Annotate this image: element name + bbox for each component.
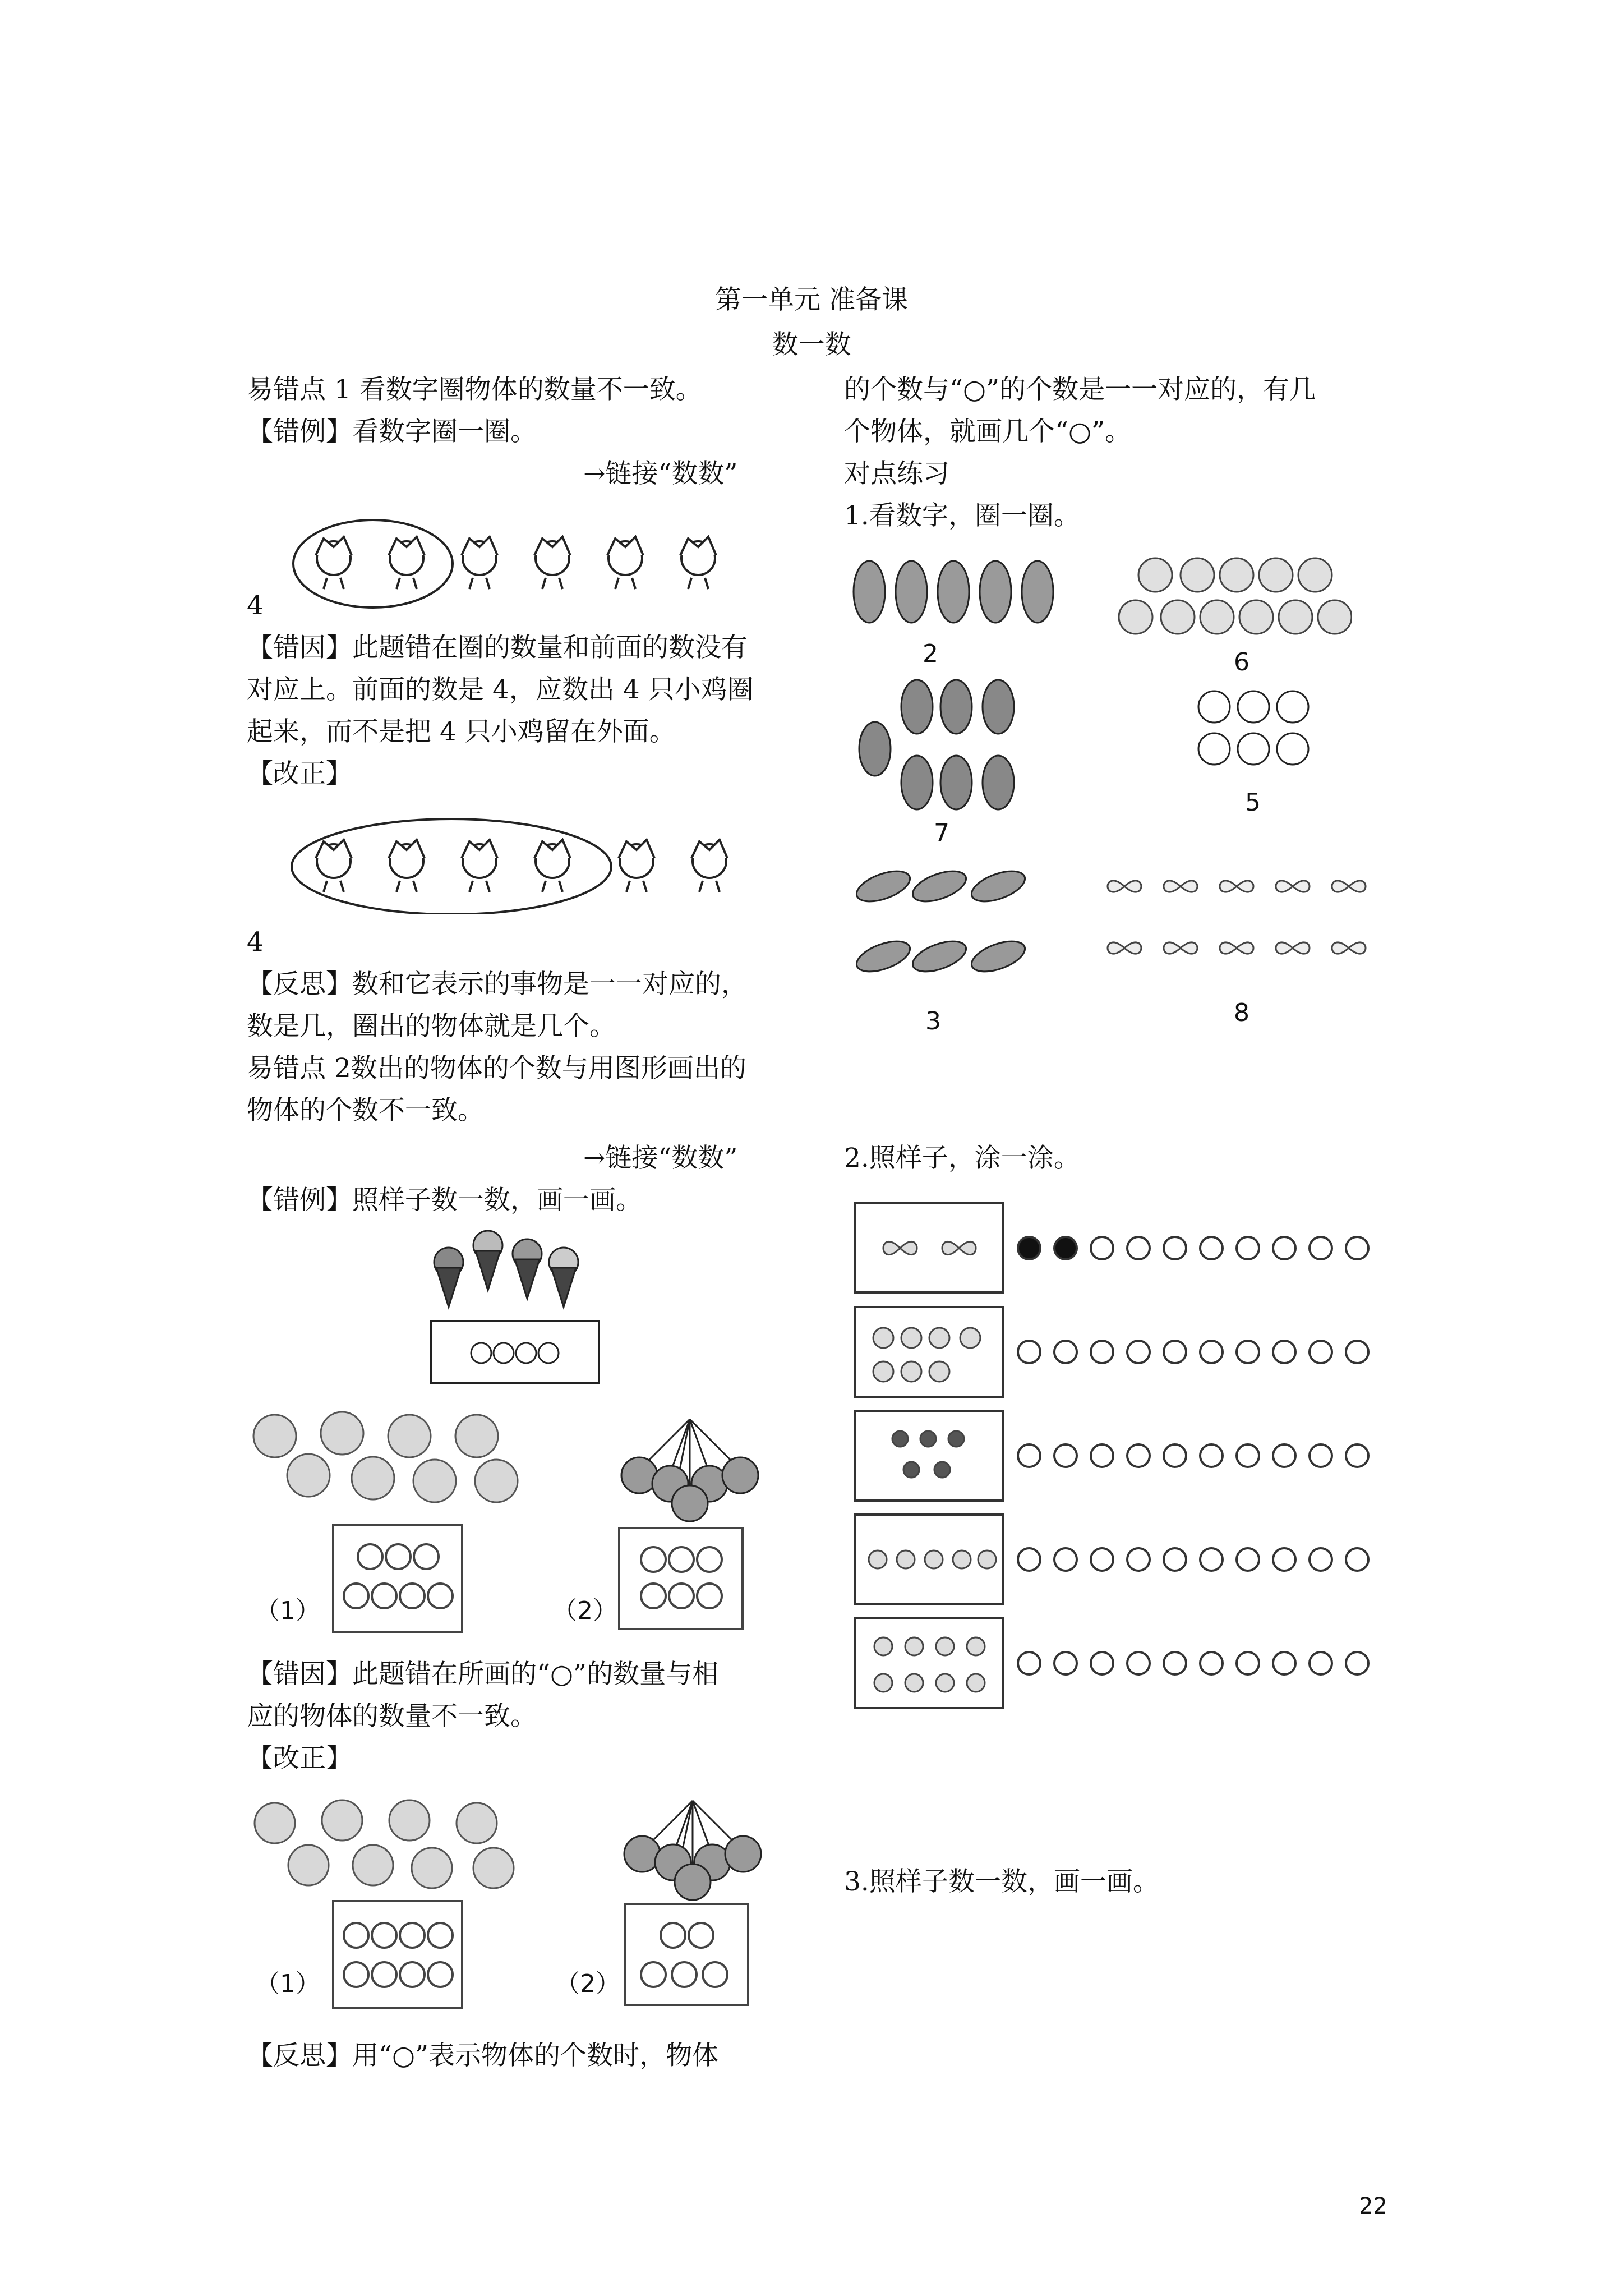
fix1-label: 【改正】 — [247, 758, 352, 789]
cause1-line1: 【错因】此题错在圈的数量和前面的数没有 — [247, 632, 748, 663]
cucumber-group — [855, 861, 1035, 984]
sub-label-2b: （2） — [555, 1970, 620, 1998]
q2-title: 2.照样子，涂一涂。 — [844, 1143, 1080, 1174]
unit-title: 第一单元 准备课 — [715, 284, 908, 315]
ex1-label: 【错例】看数字圈一圈。 — [247, 416, 537, 447]
fix1-number: 4 — [247, 927, 264, 958]
point1-title: 易错点 1 看数字圈物体的数量不一致。 — [247, 374, 702, 405]
sub-label-2: （2） — [552, 1596, 617, 1625]
sub-label-1: （1） — [255, 1596, 320, 1625]
cause1-line3: 起来，而不是把 4 只小鸡留在外面。 — [247, 716, 676, 747]
point2-line1: 易错点 2数出的物体的个数与用图形画出的 — [247, 1053, 746, 1084]
apple-box-wrong — [331, 1523, 465, 1635]
q1-number-2: 2 — [923, 639, 938, 668]
fix2-label: 【改正】 — [247, 1743, 352, 1774]
cause1-line2: 对应上。前面的数是 4，应数出 4 只小鸡圈 — [247, 674, 754, 705]
point2-line2: 物体的个数不一致。 — [247, 1095, 484, 1126]
cont-line2: 个物体，就画几个“○”。 — [844, 416, 1132, 447]
cont-line1: 的个数与“○”的个数是一一对应的，有几 — [844, 374, 1316, 405]
apples-figure-correct — [247, 1789, 527, 1896]
reflect1-line1: 【反思】数和它表示的事物是一一对应的， — [247, 969, 748, 1000]
reflect1-line2: 数是几，圈出的物体就是几个。 — [247, 1011, 616, 1042]
q1-number-6: 6 — [1234, 648, 1249, 677]
apple-box-correct — [331, 1899, 465, 2011]
cherry-box-correct — [623, 1902, 751, 2008]
chicks-figure-wrong — [289, 508, 771, 609]
reflect2-line1: 【反思】用“○”表示物体的个数时，物体 — [247, 2040, 719, 2071]
chicks-figure-correct — [289, 808, 771, 914]
q1-title: 1.看数字，圈一圈。 — [844, 500, 1080, 531]
cherry-box-wrong — [617, 1526, 746, 1632]
cherries-figure-correct — [620, 1789, 766, 1902]
apples-figure-wrong — [247, 1402, 527, 1515]
sub-label-1b: （1） — [255, 1970, 320, 1998]
lesson-title: 数一数 — [772, 329, 851, 360]
q3-title: 3.照样子数一数，画一画。 — [844, 1866, 1159, 1897]
ex1-number: 4 — [247, 590, 264, 621]
ex2-label: 【错例】照样子数一数，画一画。 — [247, 1185, 642, 1216]
monkey-group — [855, 676, 1035, 816]
flower-group — [1195, 684, 1312, 774]
cause2-line1: 【错因】此题错在所画的“○”的数量与相 — [247, 1659, 719, 1690]
practice-title: 对点练习 — [844, 458, 949, 489]
coloring-rows — [852, 1200, 1385, 1733]
page-number: 22 — [1359, 2193, 1387, 2219]
q1-number-3: 3 — [925, 1007, 941, 1036]
q1-number-5: 5 — [1245, 788, 1261, 817]
link2: →链接“数数” — [583, 1143, 738, 1174]
cause2-line2: 应的物体的数量不一致。 — [247, 1701, 537, 1732]
q1-number-7: 7 — [934, 819, 949, 848]
peach-group — [1116, 553, 1352, 642]
link1: →链接“数数” — [583, 458, 738, 489]
butterfly-group — [1099, 864, 1380, 976]
q1-number-8: 8 — [1234, 999, 1249, 1027]
corn-group — [847, 553, 1082, 631]
cherries-figure-wrong — [617, 1408, 763, 1526]
icecream-sample — [426, 1228, 606, 1397]
